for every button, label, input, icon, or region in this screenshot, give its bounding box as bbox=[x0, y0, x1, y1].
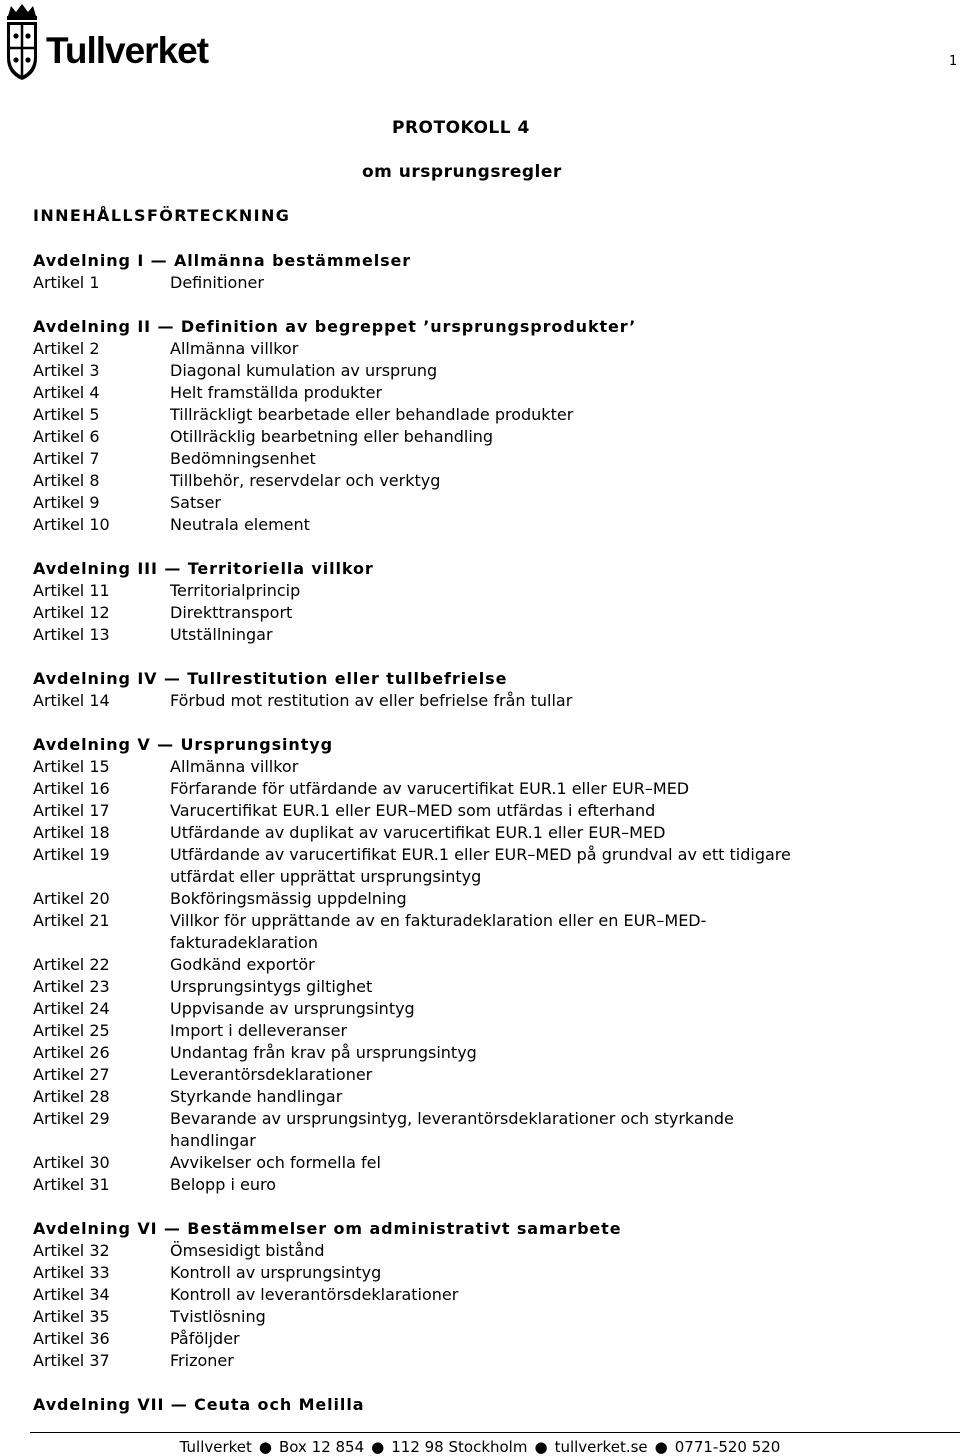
article-title: Import i delleveranser bbox=[170, 1021, 348, 1040]
article-number: Artikel 33 bbox=[33, 1263, 110, 1282]
toc-entry bbox=[33, 1262, 933, 1284]
article-number: Artikel 9 bbox=[33, 493, 100, 512]
toc-entry bbox=[33, 1306, 933, 1328]
article-title: Tvistlösning bbox=[170, 1307, 266, 1326]
toc-heading: INNEHÅLLSFÖRTECKNING bbox=[33, 206, 291, 225]
article-number: Artikel 29 bbox=[33, 1109, 110, 1128]
article-title: Ömsesidigt bistånd bbox=[170, 1241, 325, 1260]
toc-entry bbox=[33, 1240, 933, 1262]
toc-entry bbox=[33, 470, 933, 492]
article-number: Artikel 36 bbox=[33, 1329, 110, 1348]
toc-entry bbox=[33, 338, 933, 360]
article-number: Artikel 26 bbox=[33, 1043, 110, 1062]
toc-entry bbox=[33, 382, 933, 404]
article-number: Artikel 5 bbox=[33, 405, 100, 424]
footer-org: Tullverket bbox=[179, 1438, 252, 1456]
article-number: Artikel 2 bbox=[33, 339, 100, 358]
article-title: Kontroll av leverantörsdeklarationer bbox=[170, 1285, 459, 1304]
article-number: Artikel 32 bbox=[33, 1241, 110, 1260]
article-title: Allmänna villkor bbox=[170, 757, 299, 776]
article-title: Uppvisande av ursprungsintyg bbox=[170, 999, 415, 1018]
toc-entry bbox=[33, 1284, 933, 1306]
toc-entry bbox=[33, 976, 933, 998]
toc-entry bbox=[33, 690, 933, 712]
article-title: Otillräcklig bearbetning eller behandling bbox=[170, 427, 494, 446]
section-heading: Avdelning I — Allmänna bestämmelser bbox=[33, 251, 412, 270]
toc-entry bbox=[33, 1042, 933, 1064]
toc-entry bbox=[33, 1064, 933, 1086]
section-heading: Avdelning II — Definition av begreppet ’ursprungsprodukter’ bbox=[33, 317, 637, 336]
toc-entry bbox=[33, 1086, 933, 1108]
toc-entry bbox=[33, 448, 933, 470]
section-heading: Avdelning IV — Tullrestitution eller tullbefrielse bbox=[33, 669, 508, 688]
article-title: Avvikelser och formella fel bbox=[170, 1153, 381, 1172]
toc-section bbox=[33, 1218, 933, 1372]
article-title: Bokföringsmässig uppdelning bbox=[170, 889, 407, 908]
article-number: Artikel 31 bbox=[33, 1175, 110, 1194]
article-title: Förfarande för utfärdande av varucertifikat EUR.1 eller EUR–MED bbox=[170, 779, 690, 798]
footer-box: Box 12 854 bbox=[279, 1438, 365, 1456]
article-title: Territorialprincip bbox=[170, 581, 301, 600]
table-of-contents bbox=[33, 250, 933, 1438]
toc-section bbox=[33, 558, 933, 646]
toc-entry bbox=[33, 1020, 933, 1042]
article-number: Artikel 16 bbox=[33, 779, 110, 798]
section-heading: Avdelning VII — Ceuta och Melilla bbox=[33, 1395, 365, 1414]
article-number: Artikel 37 bbox=[33, 1351, 110, 1370]
article-title: Leverantörsdeklarationer bbox=[170, 1065, 373, 1084]
article-title: Bevarande av ursprungsintyg, leverantörsdeklarationer och styrkande handlingar bbox=[170, 1109, 734, 1150]
section-heading: Avdelning III — Territoriella villkor bbox=[33, 559, 374, 578]
article-number: Artikel 15 bbox=[33, 757, 110, 776]
article-number: Artikel 10 bbox=[33, 515, 110, 534]
article-title: Tillräckligt bearbetade eller behandlade produkter bbox=[170, 405, 574, 424]
toc-entry bbox=[33, 1108, 933, 1152]
article-number: Artikel 34 bbox=[33, 1285, 110, 1304]
article-title: Ursprungsintygs giltighet bbox=[170, 977, 373, 996]
bullet-icon: ● bbox=[258, 1438, 272, 1456]
article-title: Förbud mot restitution av eller befrielse från tullar bbox=[170, 691, 573, 710]
article-number: Artikel 14 bbox=[33, 691, 110, 710]
article-number: Artikel 11 bbox=[33, 581, 110, 600]
footer-phone: 0771-520 520 bbox=[674, 1438, 781, 1456]
article-number: Artikel 25 bbox=[33, 1021, 110, 1040]
footer-contact bbox=[0, 1438, 960, 1456]
bullet-icon: ● bbox=[654, 1438, 668, 1456]
article-title: Kontroll av ursprungsintyg bbox=[170, 1263, 382, 1282]
article-number: Artikel 8 bbox=[33, 471, 100, 490]
article-number: Artikel 35 bbox=[33, 1307, 110, 1326]
toc-entry bbox=[33, 1174, 933, 1196]
article-title: Diagonal kumulation av ursprung bbox=[170, 361, 438, 380]
article-title: Satser bbox=[170, 493, 221, 512]
toc-entry bbox=[33, 272, 933, 294]
article-title: Utfärdande av varucertifikat EUR.1 eller EUR–MED på grundval av ett tidigare utfärdat eller upprättat ursprungsintyg bbox=[170, 845, 791, 886]
toc-entry bbox=[33, 404, 933, 426]
article-title: Styrkande handlingar bbox=[170, 1087, 343, 1106]
article-number: Artikel 21 bbox=[33, 911, 110, 930]
toc-entry bbox=[33, 954, 933, 976]
toc-entry bbox=[33, 492, 933, 514]
article-title: Utfärdande av duplikat av varucertifikat EUR.1 eller EUR–MED bbox=[170, 823, 666, 842]
article-number: Artikel 23 bbox=[33, 977, 110, 996]
brand-wordmark: Tullverket bbox=[46, 30, 209, 71]
toc-section bbox=[33, 668, 933, 712]
article-title: Undantag från krav på ursprungsintyg bbox=[170, 1043, 477, 1062]
article-number: Artikel 20 bbox=[33, 889, 110, 908]
section-heading: Avdelning V — Ursprungsintyg bbox=[33, 735, 333, 754]
bullet-icon: ● bbox=[371, 1438, 385, 1456]
page-number: 1 bbox=[949, 54, 958, 69]
article-title: Direkttransport bbox=[170, 603, 293, 622]
article-number: Artikel 17 bbox=[33, 801, 110, 820]
toc-section bbox=[33, 250, 933, 294]
article-number: Artikel 3 bbox=[33, 361, 100, 380]
article-number: Artikel 22 bbox=[33, 955, 110, 974]
article-number: Artikel 28 bbox=[33, 1087, 110, 1106]
document-title: PROTOKOLL 4 bbox=[392, 118, 530, 138]
toc-entry bbox=[33, 778, 933, 800]
toc-entry bbox=[33, 844, 933, 888]
article-title: Varucertifikat EUR.1 eller EUR–MED som utfärdas i efterhand bbox=[170, 801, 656, 820]
article-title: Utställningar bbox=[170, 625, 273, 644]
article-number: Artikel 7 bbox=[33, 449, 100, 468]
article-title: Definitioner bbox=[170, 273, 264, 292]
article-number: Artikel 30 bbox=[33, 1153, 110, 1172]
article-title: Helt framställda produkter bbox=[170, 383, 383, 402]
toc-entry bbox=[33, 822, 933, 844]
toc-entry bbox=[33, 514, 933, 536]
article-title: Godkänd exportör bbox=[170, 955, 315, 974]
toc-section bbox=[33, 734, 933, 1196]
toc-section bbox=[33, 316, 933, 536]
toc-entry bbox=[33, 360, 933, 382]
document-subtitle: om ursprungsregler bbox=[362, 162, 562, 182]
tullverket-logo bbox=[2, 2, 252, 82]
article-number: Artikel 19 bbox=[33, 845, 110, 864]
footer-web: tullverket.se bbox=[554, 1438, 648, 1456]
footer-city: 112 98 Stockholm bbox=[391, 1438, 528, 1456]
article-title: Påföljder bbox=[170, 1329, 240, 1348]
toc-entry bbox=[33, 998, 933, 1020]
article-number: Artikel 6 bbox=[33, 427, 100, 446]
bullet-icon: ● bbox=[534, 1438, 548, 1456]
article-title: Frizoner bbox=[170, 1351, 234, 1370]
article-number: Artikel 1 bbox=[33, 273, 100, 292]
article-number: Artikel 24 bbox=[33, 999, 110, 1018]
toc-entry bbox=[33, 756, 933, 778]
toc-entry bbox=[33, 624, 933, 646]
toc-entry bbox=[33, 602, 933, 624]
toc-section bbox=[33, 1394, 933, 1416]
toc-entry bbox=[33, 1328, 933, 1350]
article-number: Artikel 4 bbox=[33, 383, 100, 402]
toc-entry bbox=[33, 910, 933, 954]
toc-entry bbox=[33, 580, 933, 602]
article-number: Artikel 18 bbox=[33, 823, 110, 842]
page-header bbox=[0, 0, 960, 90]
coat-of-arms-icon bbox=[2, 2, 42, 82]
article-title: Villkor för upprättande av en fakturadeklaration eller en EUR–MED-fakturadeklaration bbox=[170, 911, 707, 952]
article-title: Allmänna villkor bbox=[170, 339, 299, 358]
toc-entry bbox=[33, 800, 933, 822]
section-heading: Avdelning VI — Bestämmelser om administrativt samarbete bbox=[33, 1219, 622, 1238]
toc-entry bbox=[33, 888, 933, 910]
toc-entry bbox=[33, 1350, 933, 1372]
article-title: Tillbehör, reservdelar och verktyg bbox=[170, 471, 441, 490]
article-number: Artikel 27 bbox=[33, 1065, 110, 1084]
article-title: Neutrala element bbox=[170, 515, 310, 534]
article-number: Artikel 13 bbox=[33, 625, 110, 644]
toc-entry bbox=[33, 426, 933, 448]
footer-divider bbox=[30, 1432, 960, 1433]
toc-entry bbox=[33, 1152, 933, 1174]
article-number: Artikel 12 bbox=[33, 603, 110, 622]
article-title: Bedömningsenhet bbox=[170, 449, 316, 468]
article-title: Belopp i euro bbox=[170, 1175, 276, 1194]
